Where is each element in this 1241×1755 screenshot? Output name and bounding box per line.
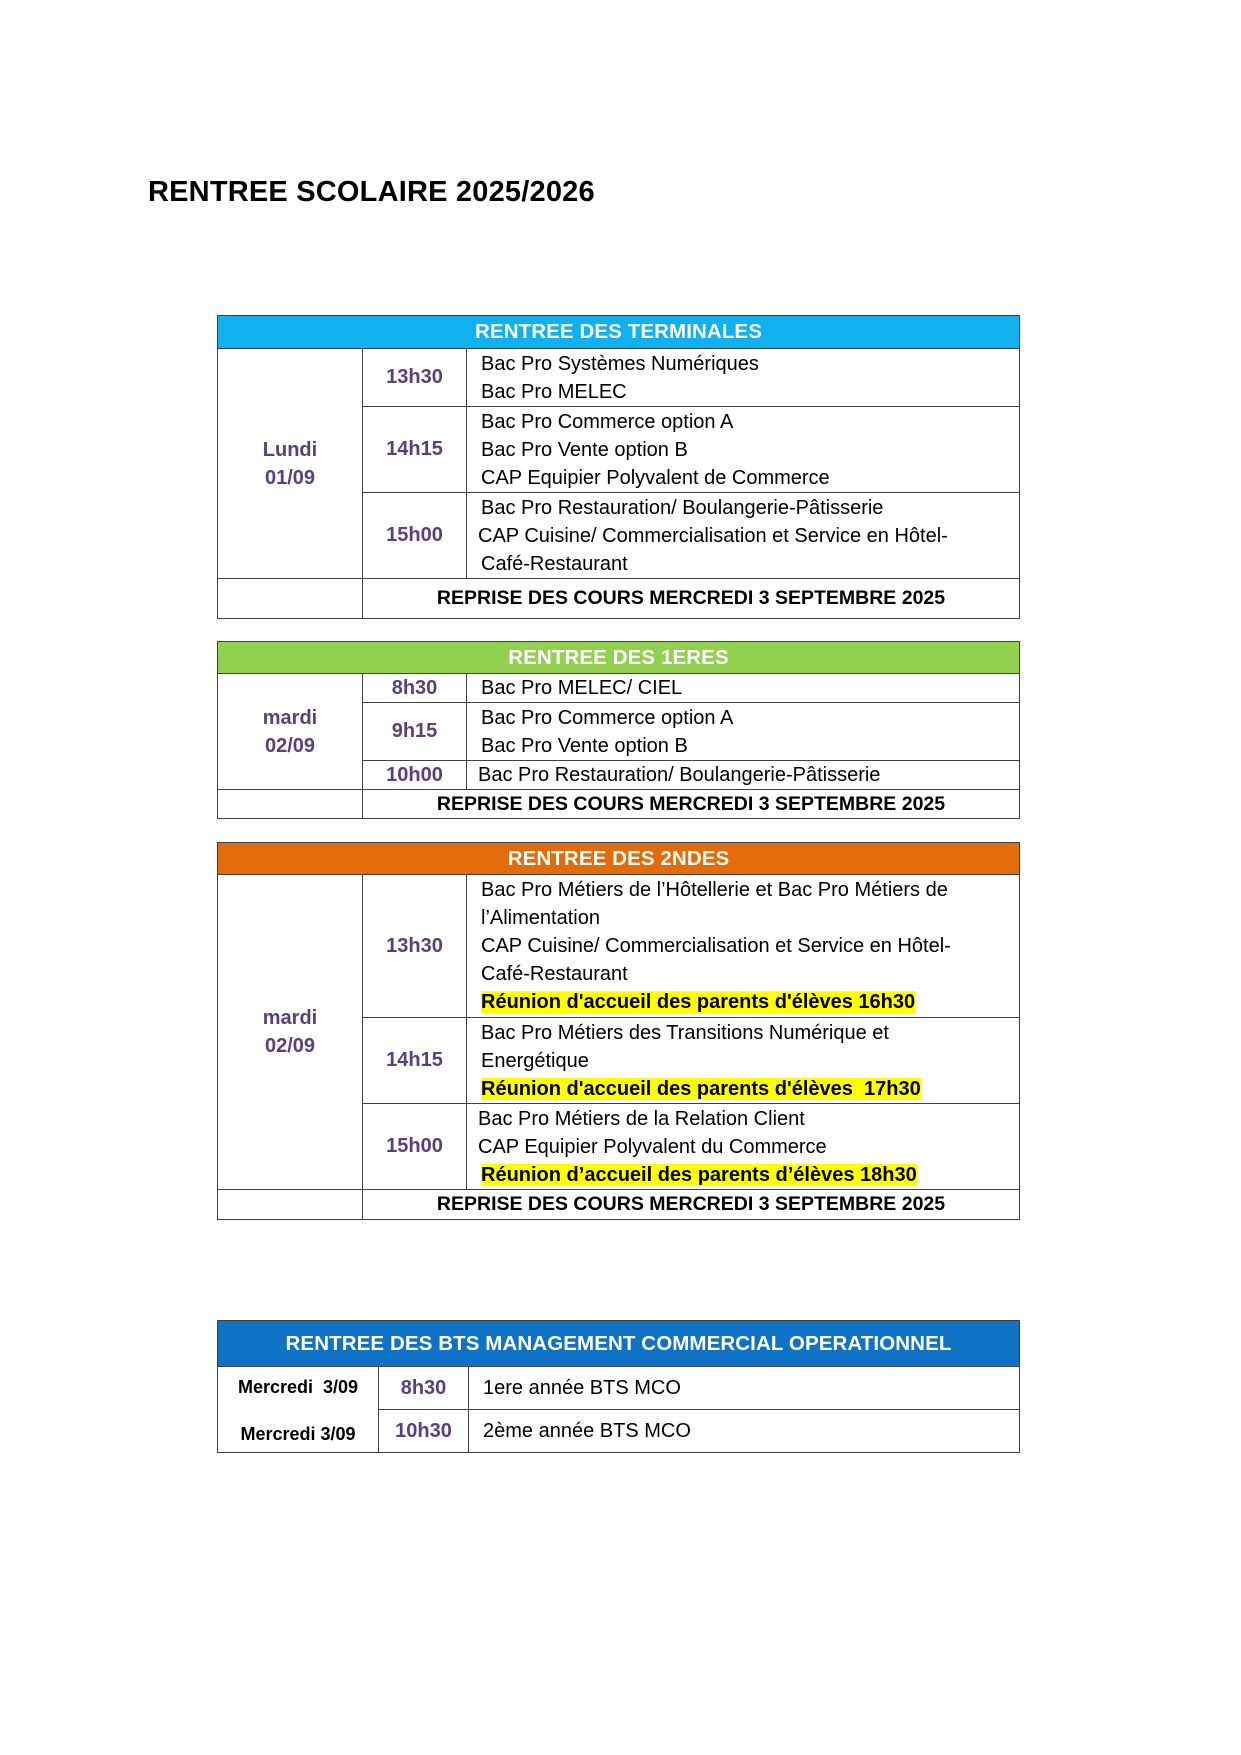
program-line: Bac Pro Restauration/ Boulangerie-Pâtisserie: [481, 496, 884, 519]
program-line: Bac Pro Vente option B: [481, 734, 688, 757]
bts-row-2-program: 2ème année BTS MCO: [469, 1410, 1020, 1453]
premieres-slot-1-time: 8h30: [363, 674, 467, 703]
terminales-day: [218, 349, 363, 579]
bts-header: RENTREE DES BTS MANAGEMENT COMMERCIAL OPERATIONNEL: [218, 1321, 1020, 1367]
program-line: Bac Pro MELEC: [481, 380, 627, 403]
premieres-slot-3-time: 10h00: [363, 761, 467, 790]
terminales-day-name: Lundi: [262, 438, 318, 461]
terminales-slot-1-programs: [467, 349, 1020, 407]
parents-meeting-highlight: Réunion d'accueil des parents d'élèves 16h30: [481, 991, 916, 1013]
premieres-slot-3-programs: [467, 761, 1020, 790]
secondes-reprise-blank: [218, 1190, 363, 1220]
bts-table: [217, 1320, 1020, 1453]
parents-meeting-highlight: Réunion d’accueil des parents d’élèves 18h30: [481, 1163, 917, 1186]
bts-row-2-day: Mercredi 3/09: [218, 1410, 379, 1453]
page-title: RENTREE SCOLAIRE 2025/2026: [148, 176, 595, 208]
premieres-header: RENTREE DES 1ERES: [218, 642, 1020, 674]
premieres-reprise: REPRISE DES COURS MERCREDI 3 SEPTEMBRE 2025: [363, 790, 1020, 819]
program-line: CAP Cuisine/ Commercialisation et Service en Hôtel-: [481, 935, 951, 957]
program-line: Bac Pro Métiers des Transitions Numérique et: [481, 1021, 889, 1044]
secondes-reprise: REPRISE DES COURS MERCREDI 3 SEPTEMBRE 2025: [363, 1190, 1020, 1220]
secondes-table: [217, 842, 1020, 1220]
program-line: Bac Pro Restauration/ Boulangerie-Pâtisserie: [478, 764, 881, 786]
premieres-day: [218, 674, 363, 790]
bts-row-1-time: 8h30: [379, 1367, 469, 1410]
program-line: Bac Pro Métiers de l’Hôtellerie et Bac Pro Métiers de: [481, 879, 948, 901]
bts-row-1-day: Mercredi 3/09: [218, 1367, 379, 1410]
premieres-day-date: 02/09: [264, 734, 316, 757]
program-line: l’Alimentation: [481, 907, 600, 929]
program-line: Bac Pro Vente option B: [481, 438, 688, 461]
terminales-slot-1-time: 13h30: [363, 349, 467, 407]
premieres-reprise-blank: [218, 790, 363, 819]
secondes-header: RENTREE DES 2NDES: [218, 843, 1020, 875]
terminales-slot-2-programs: [467, 407, 1020, 493]
program-line: CAP Equipier Polyvalent du Commerce: [478, 1135, 827, 1158]
secondes-slot-2-programs: [467, 1018, 1020, 1104]
secondes-slot-2-time: 14h15: [363, 1018, 467, 1104]
secondes-slot-3-time: 15h00: [363, 1104, 467, 1190]
premieres-table: [217, 641, 1020, 819]
premieres-slot-2-programs: [467, 703, 1020, 761]
terminales-slot-3-time: 15h00: [363, 493, 467, 579]
secondes-day-date: 02/09: [264, 1035, 316, 1057]
program-line: Bac Pro Métiers de la Relation Client: [478, 1107, 805, 1130]
terminales-reprise: REPRISE DES COURS MERCREDI 3 SEPTEMBRE 2025: [363, 579, 1020, 619]
secondes-slot-1-programs: [467, 875, 1020, 1018]
program-line: Energétique: [481, 1049, 589, 1072]
premieres-slot-2-time: 9h15: [363, 703, 467, 761]
secondes-day: [218, 875, 363, 1190]
terminales-table: [217, 315, 1020, 619]
terminales-header: RENTREE DES TERMINALES: [218, 316, 1020, 349]
premieres-slot-1-programs: [467, 674, 1020, 703]
terminales-day-date: 01/09: [264, 466, 316, 489]
program-line: CAP Cuisine/ Commercialisation et Service en Hôtel-: [478, 524, 948, 547]
program-line: Bac Pro Commerce option A: [481, 410, 734, 433]
premieres-day-name: mardi: [262, 706, 318, 729]
bts-row-1-program: 1ere année BTS MCO: [469, 1367, 1020, 1410]
program-line: Bac Pro Systèmes Numériques: [481, 352, 759, 375]
program-line: Bac Pro MELEC/ CIEL: [481, 677, 683, 699]
secondes-day-name: mardi: [262, 1007, 318, 1029]
bts-row-2-time: 10h30: [379, 1410, 469, 1453]
parents-meeting-highlight: Réunion d'accueil des parents d'élèves 17h30: [481, 1077, 921, 1100]
secondes-slot-1-time: 13h30: [363, 875, 467, 1018]
program-line: Café-Restaurant: [481, 552, 628, 575]
terminales-slot-3-programs: [467, 493, 1020, 579]
program-line: Café-Restaurant: [481, 963, 628, 985]
terminales-reprise-blank: [218, 579, 363, 619]
terminales-slot-2-time: 14h15: [363, 407, 467, 493]
program-line: CAP Equipier Polyvalent de Commerce: [481, 466, 830, 489]
secondes-slot-3-programs: [467, 1104, 1020, 1190]
program-line: Bac Pro Commerce option A: [481, 706, 734, 729]
